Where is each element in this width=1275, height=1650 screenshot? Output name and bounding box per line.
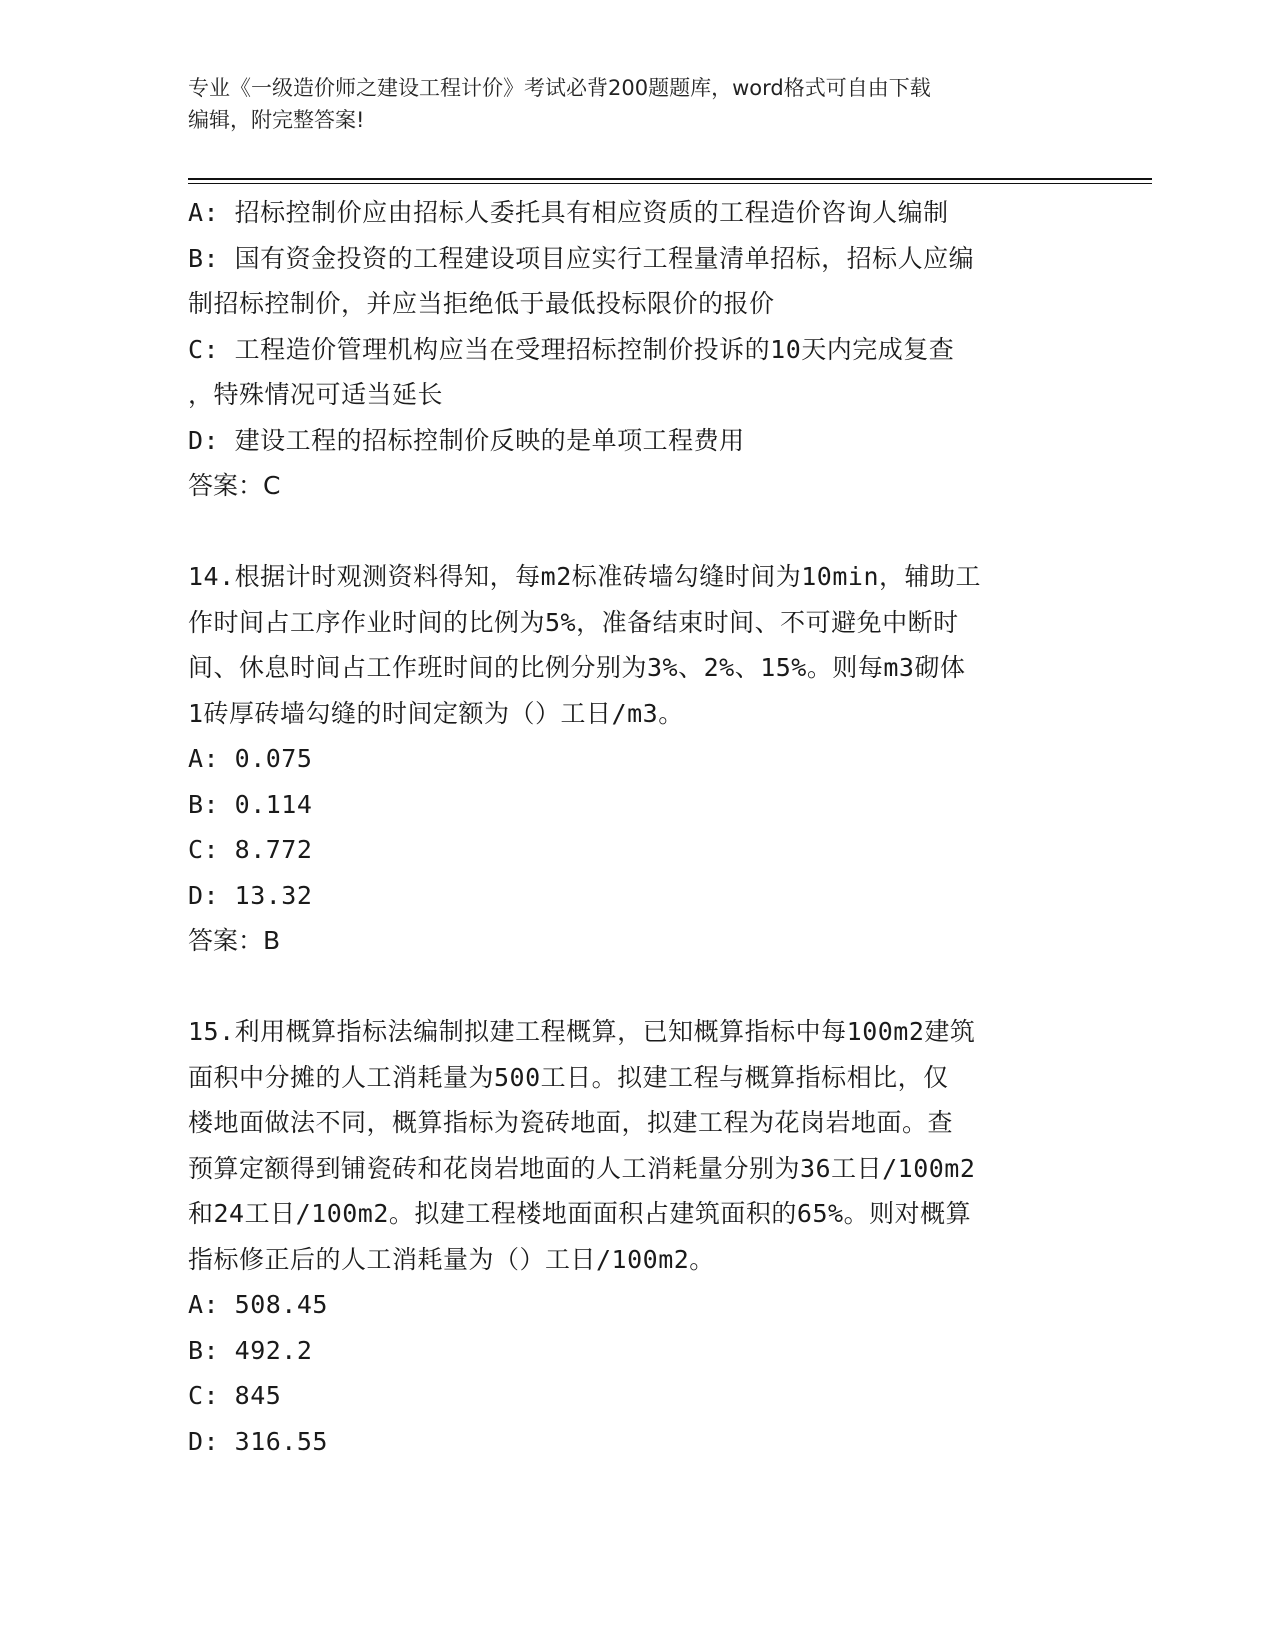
question-13 [188,190,1088,509]
question-stem-line: 指标修正后的人工消耗量为（）工日/100m2。 [188,1244,715,1274]
question-stem-line: 面积中分摊的人工消耗量为500工日。拟建工程与概算指标相比，仅 [188,1062,949,1092]
answer-13: 答案：C [188,471,281,500]
document-header [188,72,1068,136]
option-b: B: 492.2 [188,1335,313,1365]
header-rule-thick [188,178,1152,180]
option-c-cont: ，特殊情况可适当延长 [188,380,444,409]
option-a: A: 0.075 [188,744,313,773]
answer-14: 答案：B [188,926,281,955]
spacer [188,509,1088,555]
question-stem-line: 14.根据计时观测资料得知，每m2标准砖墙勾缝时间为10min，辅助工 [188,562,982,591]
document-body [188,190,1088,1464]
question-stem-line: 楼地面做法不同，概算指标为瓷砖地面，拟建工程为花岗岩地面。查 [188,1108,954,1137]
option-b: B: 国有资金投资的工程建设项目应实行工程量清单招标，招标人应编 [188,243,975,273]
option-c: C: 工程造价管理机构应当在受理招标控制价投诉的10天内完成复查 [188,334,955,364]
option-d: D: 316.55 [188,1426,328,1456]
spacer [188,964,1088,1010]
header-line-2: 编辑，附完整答案! [188,108,365,132]
question-14 [188,554,1088,964]
question-stem-line: 间、休息时间占工作班时间的比例分别为3%、2%、15%。则每m3砌体 [188,653,966,682]
option-d: D: 13.32 [188,880,313,910]
question-stem-line: 作时间占工序作业时间的比例为5%，准备结束时间、不可避免中断时 [188,607,959,637]
option-c: C: 8.772 [188,835,313,864]
question-15 [188,1009,1088,1464]
option-b-cont: 制招标控制价，并应当拒绝低于最低投标限价的报价 [188,289,775,318]
option-a: A: 招标控制价应由招标人委托具有相应资质的工程造价咨询人编制 [188,198,949,227]
question-stem-line: 15.利用概算指标法编制拟建工程概算，已知概算指标中每100m2建筑 [188,1017,976,1046]
option-d: D: 建设工程的招标控制价反映的是单项工程费用 [188,425,745,455]
header-rule-thin [188,183,1152,184]
option-c: C: 845 [188,1381,282,1410]
question-stem-line: 1砖厚砖墙勾缝的时间定额为（）工日/m3。 [188,698,684,728]
option-b: B: 0.114 [188,789,313,819]
option-a: A: 508.45 [188,1290,328,1319]
question-stem-line: 预算定额得到铺瓷砖和花岗岩地面的人工消耗量分别为36工日/100m2 [188,1153,976,1183]
header-line-1: 专业《一级造价师之建设工程计价》考试必背200题题库，word格式可自由下载 [188,76,931,100]
question-stem-line: 和24工日/100m2。拟建工程楼地面面积占建筑面积的65%。则对概算 [188,1199,972,1228]
